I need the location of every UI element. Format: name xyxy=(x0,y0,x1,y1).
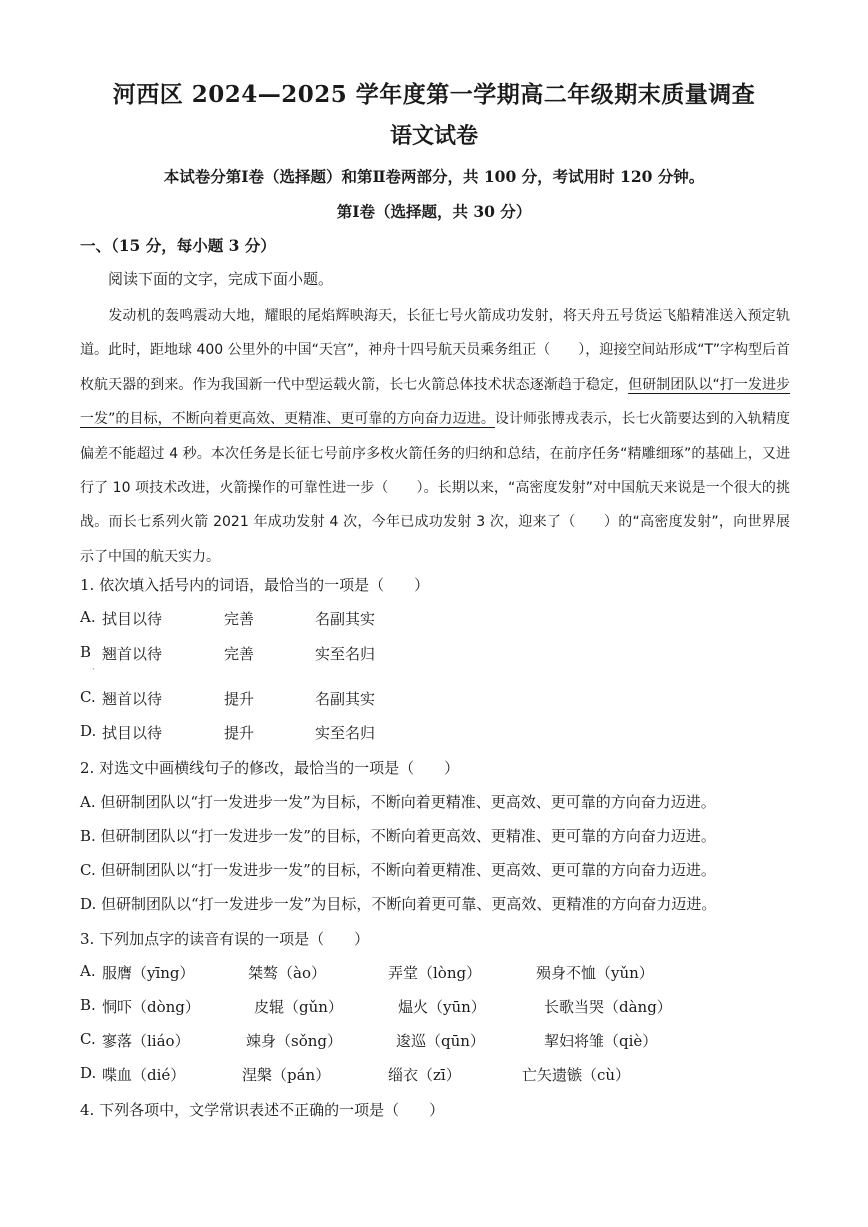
option-label: D. xyxy=(80,1064,97,1082)
option-label: D. xyxy=(80,722,97,740)
option-word-1: 翘首以待 xyxy=(102,645,163,663)
option-word-3: 名副其实 xyxy=(315,610,376,628)
option-word-1: 拭目以待 xyxy=(102,724,163,742)
option-item-3: 逡巡（qūn） xyxy=(396,1032,485,1050)
exam-subject: 语文试卷 xyxy=(389,123,478,149)
option-item-1: 恫吓（dòng） xyxy=(102,998,200,1016)
option-item-2: 涅槃（pán） xyxy=(242,1066,331,1084)
reading-instruction: 阅读下面的文字，完成下面小题。 xyxy=(108,270,334,288)
option-item-3: 弄堂（lòng） xyxy=(388,964,482,982)
passage-text-2: 设计师张博戎表示，长七火箭要达到的入轨精度偏差不能超过 4 秒。本次任务是长征七号前序多枚火箭任务的归纳和总结，在前序任务“精雕细琢”的基础上，又进行了 10 项技术改进，火箭操作的可靠性进一步（ ）。长期以来，“高密度发射”对中国航天来说是一个很大的挑战。而长七系列火箭 2021 年成功发射 4 次，今年已成功发射 3 次，迎来了（ ）的“高密度发射”，向世界展示了中国的航天实力。 xyxy=(80,411,790,565)
option-word-2: 提升 xyxy=(224,724,255,742)
option-item-2: 竦身（sǒng） xyxy=(246,1032,342,1050)
option-item-4: 亡矢遗镞（cù） xyxy=(522,1066,631,1084)
question-4-stem: 4. 下列各项中，文学常识表述不正确的一项是（ ） xyxy=(80,1101,445,1119)
option-label: A. xyxy=(80,608,96,626)
option-word-2: 完善 xyxy=(224,610,255,628)
q2-option-c: C. 但研制团队以“打一发进步一发”的目标，不断向着更精准、更高效、更可靠的方向奋力迈进。 xyxy=(80,861,716,879)
option-label: C. xyxy=(80,688,96,706)
option-label: B xyxy=(80,643,92,661)
option-item-2: 桀骜（ào） xyxy=(248,964,326,982)
option-word-3: 名副其实 xyxy=(315,690,376,708)
option-label: B. xyxy=(80,996,96,1014)
option-item-4: 殒身不恤（yǔn） xyxy=(536,964,654,982)
q2-option-a: A. 但研制团队以“打一发进步一发”为目标，不断向着更精准、更高效、更可靠的方向奋力迈进。 xyxy=(80,793,716,811)
stray-mark: · xyxy=(92,665,95,674)
exam-title: 河西区 2024—2025 学年度第一学期高二年级期末质量调查 xyxy=(112,81,756,108)
q2-option-d: D. 但研制团队以“打一发进步一发”为目标，不断向着更可靠、更高效、更精准的方向奋力迈进。 xyxy=(80,895,717,913)
option-item-2: 皮辊（gǔn） xyxy=(254,998,343,1016)
option-item-3: 煴火（yūn） xyxy=(398,998,486,1016)
exam-note: 本试卷分第Ⅰ卷（选择题）和第Ⅱ卷两部分，共 100 分，考试用时 120 分钟。 xyxy=(163,167,705,186)
question-1-stem: 1. 依次填入括号内的词语，最恰当的一项是（ ） xyxy=(80,576,430,594)
option-label: A. xyxy=(80,962,96,980)
option-word-3: 实至名归 xyxy=(315,724,376,742)
question-3-stem: 3. 下列加点字的读音有误的一项是（ ） xyxy=(80,930,370,948)
passage-text-1: 发动机的轰鸣震动大地，耀眼的尾焰辉映海天，长征七号火箭成功发射，将天舟五号货运飞船精准送入预定轨道。此时，距地球 400 公里外的中国“天宫”，神舟十四号航天员乘务组正（ ），迎接空间站形成“T”字构型后首枚航天器的到来。作为我国新一代中型运载火箭，长七火箭总体技术状态逐渐趋于稳定， xyxy=(80,308,790,393)
option-word-1: 翘首以待 xyxy=(102,690,163,708)
question-2-stem: 2. 对选文中画横线句子的修改，最恰当的一项是（ ） xyxy=(80,759,460,777)
option-item-1: 寥落（liáo） xyxy=(102,1032,190,1050)
part-heading: 第Ⅰ卷（选择题，共 30 分） xyxy=(336,202,532,221)
section-heading: 一、（15 分，每小题 3 分） xyxy=(80,236,276,255)
option-item-3: 缁衣（zī） xyxy=(388,1066,461,1084)
underlined-sentence: 但研制团队以“打一发进步一发”的目标，不断向着更高效、更精准、更可靠的方向奋力迈进。 xyxy=(80,376,790,428)
option-item-1: 服膺（yīng） xyxy=(102,964,195,982)
reading-passage xyxy=(80,299,790,574)
option-word-1: 拭目以待 xyxy=(102,610,163,628)
option-word-2: 提升 xyxy=(224,690,255,708)
option-item-1: 喋血（dié） xyxy=(102,1066,186,1084)
q2-option-b: B. 但研制团队以“打一发进步一发”的目标，不断向着更高效、更精准、更可靠的方向奋力迈进。 xyxy=(80,827,716,845)
option-item-4: 长歌当哭（dàng） xyxy=(544,998,672,1016)
option-word-3: 实至名归 xyxy=(315,645,376,663)
option-label: C. xyxy=(80,1030,96,1048)
option-item-4: 挈妇将雏（qiè） xyxy=(544,1032,658,1050)
option-word-2: 完善 xyxy=(224,645,255,663)
